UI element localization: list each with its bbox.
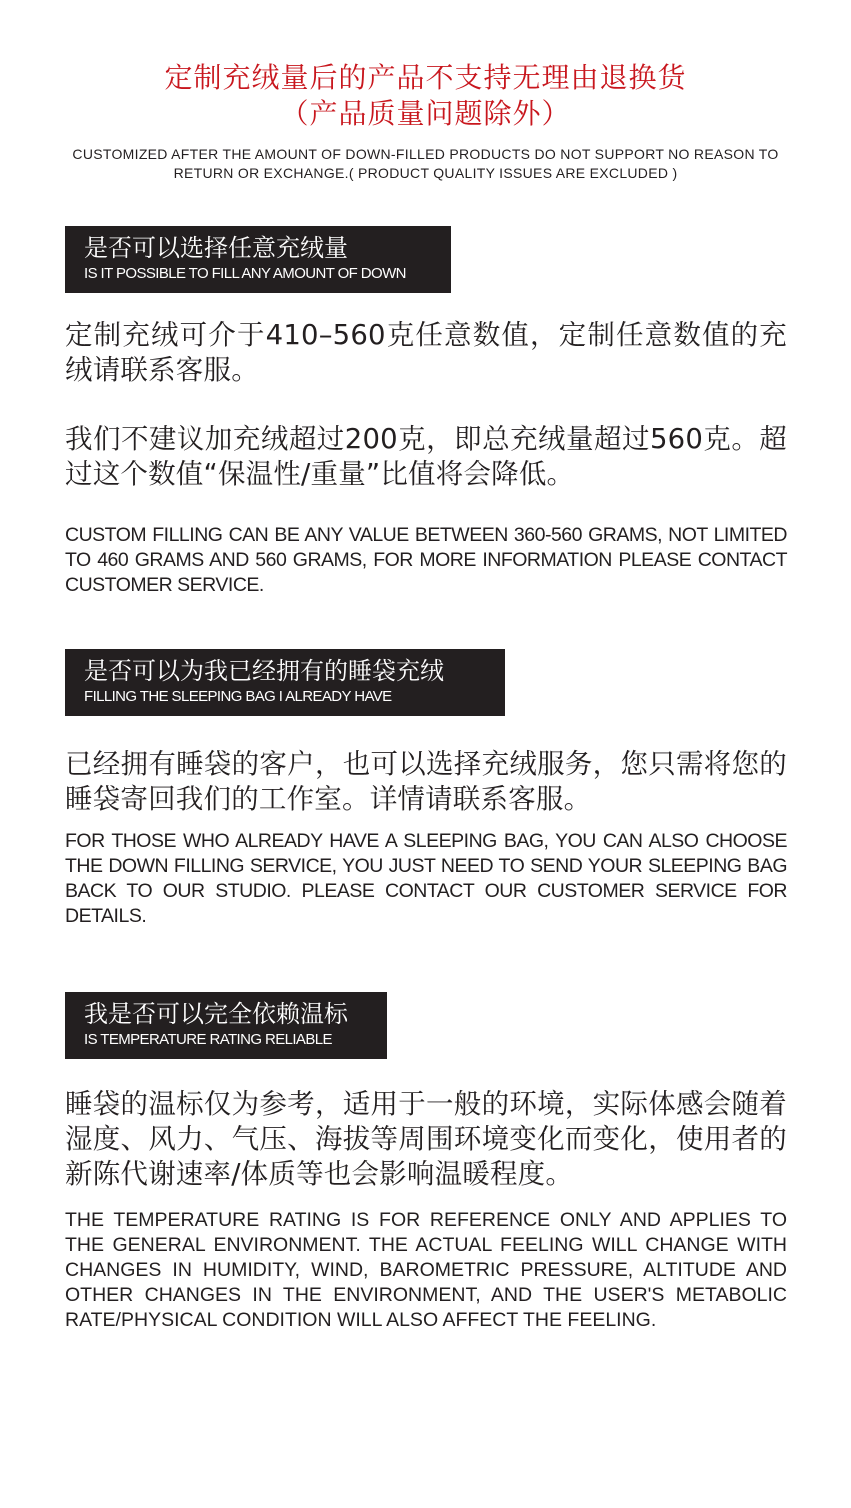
section-heading-en: IS IT POSSIBLE TO FILL ANY AMOUNT OF DOWN	[84, 265, 406, 282]
section-heading-existing-bag	[65, 649, 505, 716]
notice-line-1: 定制充绒量后的产品不支持无理由退换货	[164, 61, 687, 94]
existing-bag-text-cn: 已经拥有睡袋的客户，也可以选择充绒服务，您只需将您的睡袋寄回我们的工作室。详情请联系客服。	[65, 748, 787, 815]
section-heading-cn: 是否可以选择任意充绒量	[84, 234, 348, 262]
section-heading-temperature-rating	[65, 992, 387, 1059]
section-heading-en: IS TEMPERATURE RATING RELIABLE	[84, 1031, 332, 1048]
return-policy-notice-cn	[0, 60, 851, 132]
temperature-rating-text-en: THE TEMPERATURE RATING IS FOR REFERENCE ONLY AND APPLIES TO THE GENERAL ENVIRONMENT. THE ACTUAL FEELING WILL CHANGE WITH CHANGES IN HUMIDITY, WIND, BAROMETRIC PRESSURE, ALTITUDE AND OTHER CHANGES IN THE ENVIRONMENT, AND THE USER'S METABOLIC RATE/PHYSICAL CONDITION WILL ALSO AFFECT THE FEELING.	[65, 1209, 787, 1331]
section-heading-en: FILLING THE SLEEPING BAG I ALREADY HAVE	[84, 688, 392, 705]
existing-bag-text-en: FOR THOSE WHO ALREADY HAVE A SLEEPING BAG, YOU CAN ALSO CHOOSE THE DOWN FILLING SERVICE, YOU JUST NEED TO SEND YOUR SLEEPING BAG BACK TO OUR STUDIO. PLEASE CONTACT OUR CUSTOMER SERVICE FOR DETAILS.	[65, 830, 787, 927]
fill-amount-text-en: CUSTOM FILLING CAN BE ANY VALUE BETWEEN 360-560 GRAMS, NOT LIMITED TO 460 GRAMS AND 560 GRAMS, FOR MORE INFORMATION PLEASE CONTACT CUSTOMER SERVICE.	[65, 524, 787, 596]
notice-line-2: （产品质量问题除外）	[280, 97, 571, 130]
fill-amount-range-text: 定制充绒可介于410–560克任意数值，定制任意数值的充绒请联系客服。	[65, 319, 787, 386]
temperature-rating-text-cn: 睡袋的温标仅为参考，适用于一般的环境，实际体感会随着湿度、风力、气压、海拔等周围环境变化而变化，使用者的新陈代谢速率/体质等也会影响温暖程度。	[65, 1088, 787, 1190]
section-heading-cn: 我是否可以完全依赖温标	[84, 1000, 348, 1028]
fill-amount-advice-text: 我们不建议加充绒超过200克，即总充绒量超过560克。超过这个数值“保温性/重量”比值将会降低。	[65, 423, 787, 490]
section-heading-fill-amount	[65, 226, 451, 293]
section-heading-cn: 是否可以为我已经拥有的睡袋充绒	[84, 657, 444, 685]
return-policy-notice-en: CUSTOMIZED AFTER THE AMOUNT OF DOWN-FILLED PRODUCTS DO NOT SUPPORT NO REASON TO RETURN OR EXCHANGE.( PRODUCT QUALITY ISSUES ARE EXCLUDED )	[72, 146, 779, 181]
